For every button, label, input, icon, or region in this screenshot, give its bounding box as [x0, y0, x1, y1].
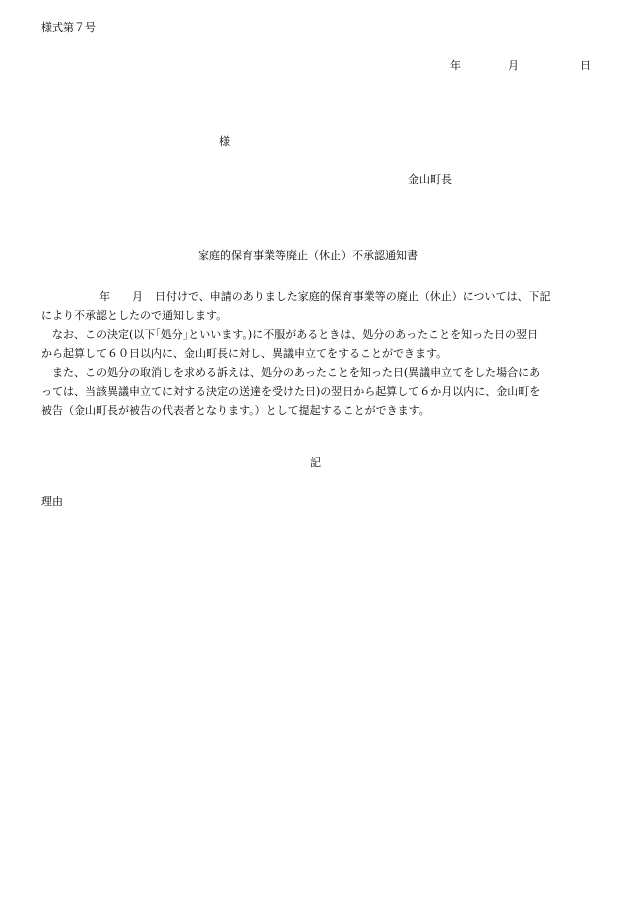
- date-year-label: 年: [450, 59, 461, 72]
- body-month-label: 月: [132, 290, 143, 303]
- reason-label: 理由: [41, 495, 63, 508]
- body-year-label: 年: [99, 290, 110, 303]
- addressee-suffix: 様: [219, 135, 230, 148]
- body-line-2: により不承認としたので通知します。: [41, 309, 228, 322]
- body-line-4: から起算して６０日以内に、金山町長に対し、異議申立てをすることができます。: [41, 347, 448, 360]
- issuer-name: 金山町長: [408, 173, 452, 186]
- notice-body: [41, 287, 589, 420]
- body-line-6: っては、当該異議申立てに対する決定の送達を受けた日)の翌日から起算して６か月以内に、金山町を: [41, 385, 541, 398]
- body-line-5: また、この処分の取消しを求める訴えは、処分のあったことを知った日(異議申立てをした場合にあ: [41, 366, 541, 379]
- body-line-1: [41, 287, 589, 306]
- body-line-3: なお、この決定(以下｢処分｣といいます。)に不服があるときは、処分のあったことを知った日の翌日: [41, 328, 539, 341]
- ki-heading: 記: [310, 456, 321, 469]
- body-line-7: 被告（金山町長が被告の代表者となります。）として提起することができます。: [41, 404, 430, 417]
- date-day-label: 日: [580, 59, 591, 72]
- form-number: 様式第７号: [41, 21, 96, 34]
- document-title: 家庭的保育事業等廃止（休止）不承認通知書: [198, 249, 418, 262]
- body-line-1-text: 日付けで、申請のありました家庭的保育事業等の廃止（休止）については、下記: [155, 290, 551, 303]
- date-month-label: 月: [508, 59, 519, 72]
